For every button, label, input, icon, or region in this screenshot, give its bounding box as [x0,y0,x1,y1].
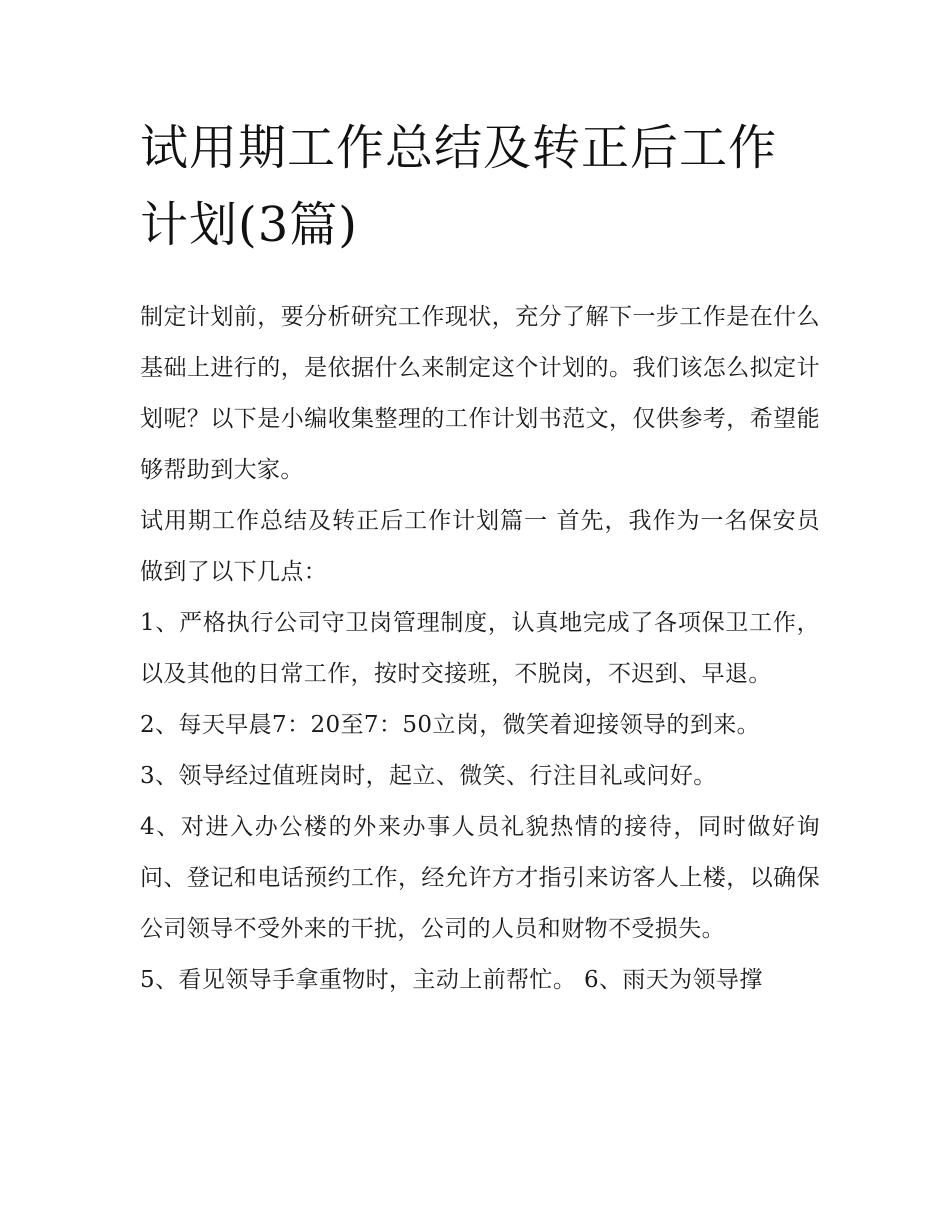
paragraph-item-5-6: 5、看见领导手拿重物时，主动上前帮忙。 6、雨天为领导撑 [140,967,763,993]
paragraph-item-4: 4、对进入办公楼的外来办事人员礼貌热情的接待，同时做好询问、登记和电话预约工作，经允许方才指引来访客人上楼，以确保公司领导不受外来的干扰，公司的人员和财物不受损失。 [140,814,820,942]
document-body [140,292,820,1006]
document-title: 试用期工作总结及转正后工作计划(3篇) [140,120,778,253]
paragraph-item-3: 3、领导经过值班岗时，起立、微笑、行注目礼或问好。 [140,763,717,789]
paragraph-intro: 制定计划前，要分析研究工作现状，充分了解下一步工作是在什么基础上进行的，是依据什么来制定这个计划的。我们该怎么拟定计划呢？以下是小编收集整理的工作计划书范文，仅供参考，希望能够帮助到大家。 [140,304,820,483]
document-page [140,110,820,1006]
paragraph-item-1: 1、严格执行公司守卫岗管理制度，认真地完成了各项保卫工作，以及其他的日常工作，按时交接班，不脱岗，不迟到、早退。 [140,610,820,687]
paragraph-item-2: 2、每天早晨7：20至7：50立岗，微笑着迎接领导的到来。 [140,712,761,738]
paragraph-section-one-lead: 试用期工作总结及转正后工作计划篇一 首先，我作为一名保安员做到了以下几点： [140,508,820,585]
